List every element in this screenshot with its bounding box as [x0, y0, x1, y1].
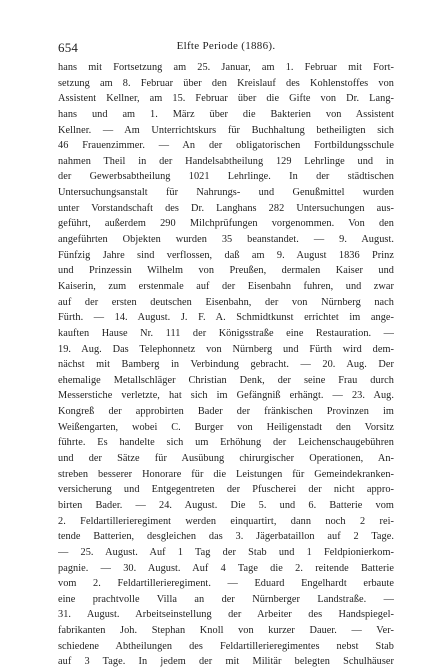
text-line: Kellner. — Am Unterrichtskurs für Buchhaltung betheiligten sich: [58, 124, 394, 136]
text-line: ehemalige Metallschläger Christian Denk, der seine Frau durch: [58, 374, 394, 386]
text-line: Weißengarten, wobei C. Burger von Heiligenstadt den Vorsitz: [58, 421, 394, 433]
text-line: pagnie. — 30. August. Auf 4 Tage die 2. reitende Batterie: [58, 562, 394, 574]
text-line: auf der ersten deutschen Eisenbahn, der von Nürnberg nach: [58, 296, 394, 308]
text-line: führte. Es handelte sich um Erhöhung der Leichenschaugebühren: [58, 437, 394, 449]
body-text: [58, 60, 394, 670]
text-line: hans und am 1. März über die Bakterien von Assistent: [58, 108, 394, 120]
text-line: schiedene Abtheilungen des Feldartillerieregimentes nebst Stab: [58, 640, 394, 652]
page-header: [58, 40, 394, 56]
text-line: auf 3 Tage. In jedem der mit Militär belegten Schulhäuser: [58, 656, 394, 668]
text-line: nächst mit Bamberg in Verbindung gebracht. — 20. Aug. Der: [58, 359, 394, 371]
text-line: versicherung und Entgegentreten der Pfuscherei der nicht appro-: [58, 484, 394, 496]
text-line: vom 2. Feldartillerieregiment. — Eduard Engelhardt erbaute: [58, 578, 394, 590]
text-line: setzung am 8. Februar über den Kreislauf des Kohlenstoffes von: [58, 77, 394, 89]
text-line: Fürth. — 14. August. J. F. A. Schmidtkunst errichtet im ange-: [58, 312, 394, 324]
text-line: hans mit Fortsetzung am 25. Januar, am 1. Februar mit Fort-: [58, 62, 394, 73]
text-line: — 25. August. Auf 1 Tag der Stab und 1 Feldpionierkom-: [58, 546, 394, 558]
text-line: angeführten Objekten wurden 35 beanstandet. — 9. August.: [58, 234, 394, 246]
text-line: fabrikanten Joh. Stephan Knoll von kurzer Dauer. — Ver-: [58, 625, 394, 637]
page-number: 654: [58, 40, 79, 55]
text-line: 46 Frauenzimmer. — An der obligatorischen Fortbildungsschule: [58, 140, 394, 152]
text-line: und der Sätze für Ausübung chirurgischer Operationen, An-: [58, 453, 394, 465]
text-line: Assistent Kellner, am 15. Februar über die Gifte von Dr. Lang-: [58, 93, 394, 105]
text-line: birten Bader. — 24. August. Die 5. und 6. Batterie vom: [58, 499, 394, 511]
text-line: 2. Feldartillerieregiment werden einquartirt, dann noch 2 rei-: [58, 515, 394, 527]
text-line: Kaiserin, zum erstenmale auf der Eisenbahn fuhren, und zwar: [58, 280, 394, 292]
text-line: der Gewerbsabtheilung 1021 Lehrlinge. In der städtischen: [58, 171, 394, 183]
text-line: unter Vorstandschaft des Dr. Langhans 282 Untersuchungen aus-: [58, 202, 394, 214]
running-title: Elfte Periode (1886).: [176, 40, 276, 52]
text-line: streben besserer Honorare für die Leistungen für Gemeindekranken-: [58, 468, 394, 480]
text-line: geführt, außerdem 290 Milchprüfungen vorgenommen. Von den: [58, 218, 394, 230]
text-line: Messerstiche verletzte, hat sich im Gefängniß erhängt. — 23. Aug.: [58, 390, 394, 402]
text-line: Kongreß der approbirten Bader der fränkischen Provinzen im: [58, 406, 394, 418]
text-line: eine prachtvolle Villa an der Nürnberger Landstraße. —: [58, 593, 394, 605]
text-line: Untersuchungsanstalt für Nahrungs- und Genußmittel wurden: [58, 187, 394, 199]
text-line: tende Batterien, desgleichen das 3. Jägerbataillon auf 2 Tage.: [58, 531, 394, 543]
text-line: und Prinzessin Wilhelm von Preußen, dermalen Kaiser und: [58, 265, 394, 277]
text-line: kauften Hause Nr. 111 der Königsstraße eine Restauration. —: [58, 327, 394, 339]
text-line: Fünfzig Jahre sind verflossen, daß am 9. August 1836 Prinz: [58, 249, 394, 261]
text-line: 31. August. Arbeitseinstellung der Arbeiter des Handspiegel-: [58, 609, 394, 621]
text-line: 19. Aug. Das Telephonnetz von Nürnberg und Fürth wird dem-: [58, 343, 394, 355]
text-line: nahmen Theil in der Handelsabtheilung 129 Lehrlinge und in: [58, 155, 394, 167]
